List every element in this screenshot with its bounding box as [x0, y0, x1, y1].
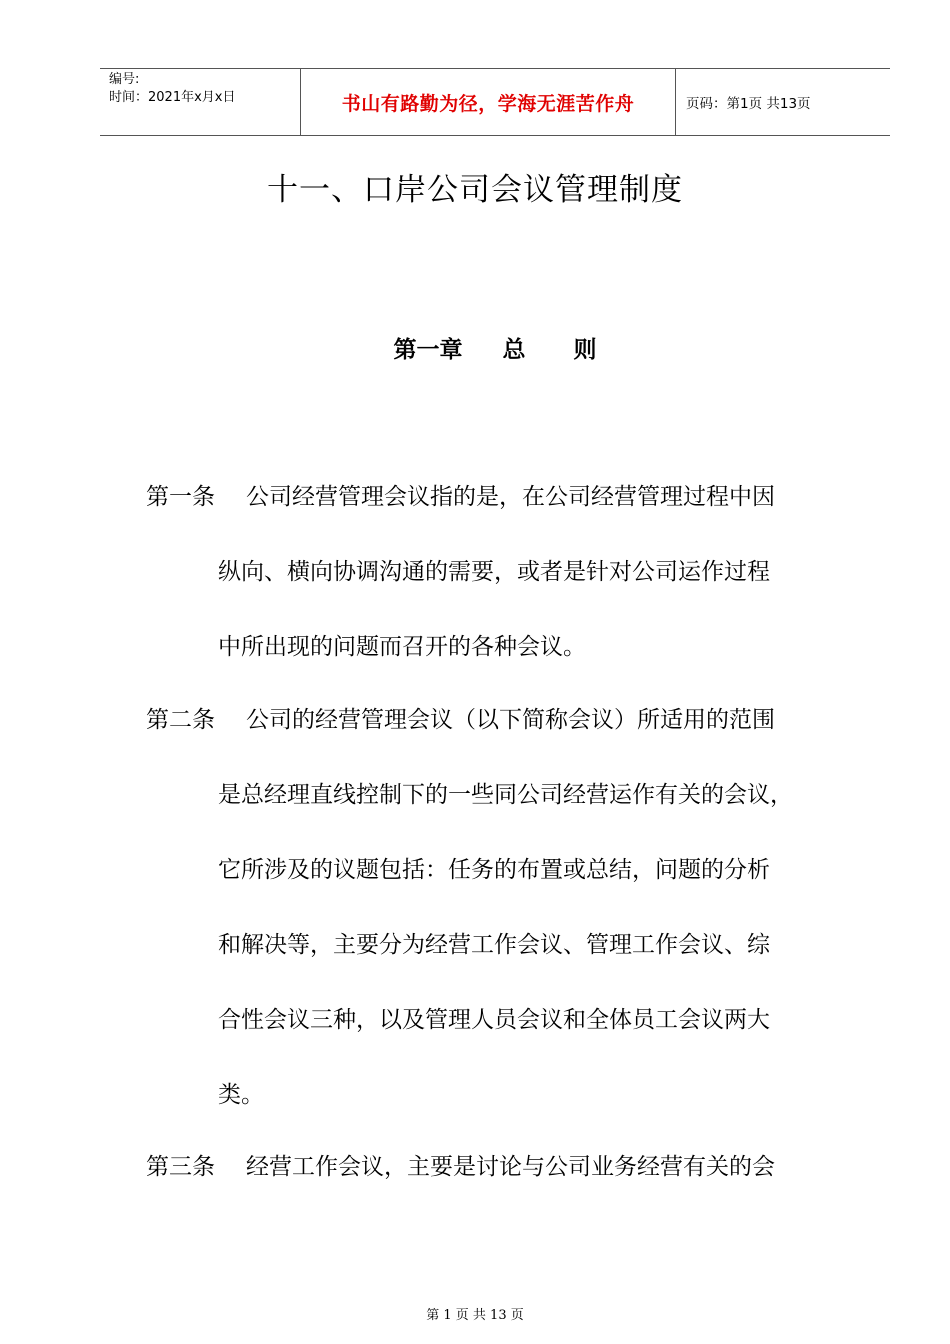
article-line: 它所涉及的议题包括：任务的布置或总结，问题的分析: [218, 857, 770, 883]
chapter-heading: 第一章 总 则: [393, 337, 597, 363]
page-header: [100, 68, 890, 136]
article-text: 公司经营管理会议指的是，在公司经营管理过程中因: [246, 484, 775, 510]
article-1: [146, 482, 866, 707]
article-text: 公司的经营管理会议（以下简称会议）所适用的范围: [246, 707, 775, 733]
article-line: [146, 482, 866, 557]
article-line: 合性会议三种，以及管理人员会议和全体员工会议两大: [218, 1007, 770, 1033]
article-line: 纵向、横向协调沟通的需要，或者是针对公司运作过程: [218, 559, 770, 585]
article-number: 第二条: [146, 707, 215, 733]
article-line: [146, 1152, 866, 1227]
article-line: 中所出现的问题而召开的各种会议。: [218, 634, 586, 660]
article-text: 经营工作会议，主要是讨论与公司业务经营有关的会: [246, 1154, 775, 1180]
article-line: 和解决等，主要分为经营工作会议、管理工作会议、综: [218, 932, 770, 958]
header-page-code: 页码：第1页 共13页: [686, 96, 811, 112]
article-line: 类。: [218, 1082, 264, 1108]
header-motto: 书山有路勤为径，学海无涯苦作舟: [301, 69, 676, 135]
article-number: 第一条: [146, 484, 215, 510]
article-line: [146, 705, 866, 780]
article-number: 第三条: [146, 1154, 215, 1180]
article-line: 是总经理直线控制下的一些同公司经营运作有关的会议，: [218, 782, 793, 808]
number-label: 编号:: [109, 72, 140, 87]
article-3: [146, 1152, 866, 1227]
article-2: [146, 705, 866, 1155]
document-title: 十一、口岸公司会议管理制度: [267, 172, 683, 208]
header-meta: [100, 69, 301, 135]
page-footer: 第 1 页 共 13 页: [426, 1308, 524, 1323]
time-label: 时间：2021年x月x日: [109, 90, 236, 105]
